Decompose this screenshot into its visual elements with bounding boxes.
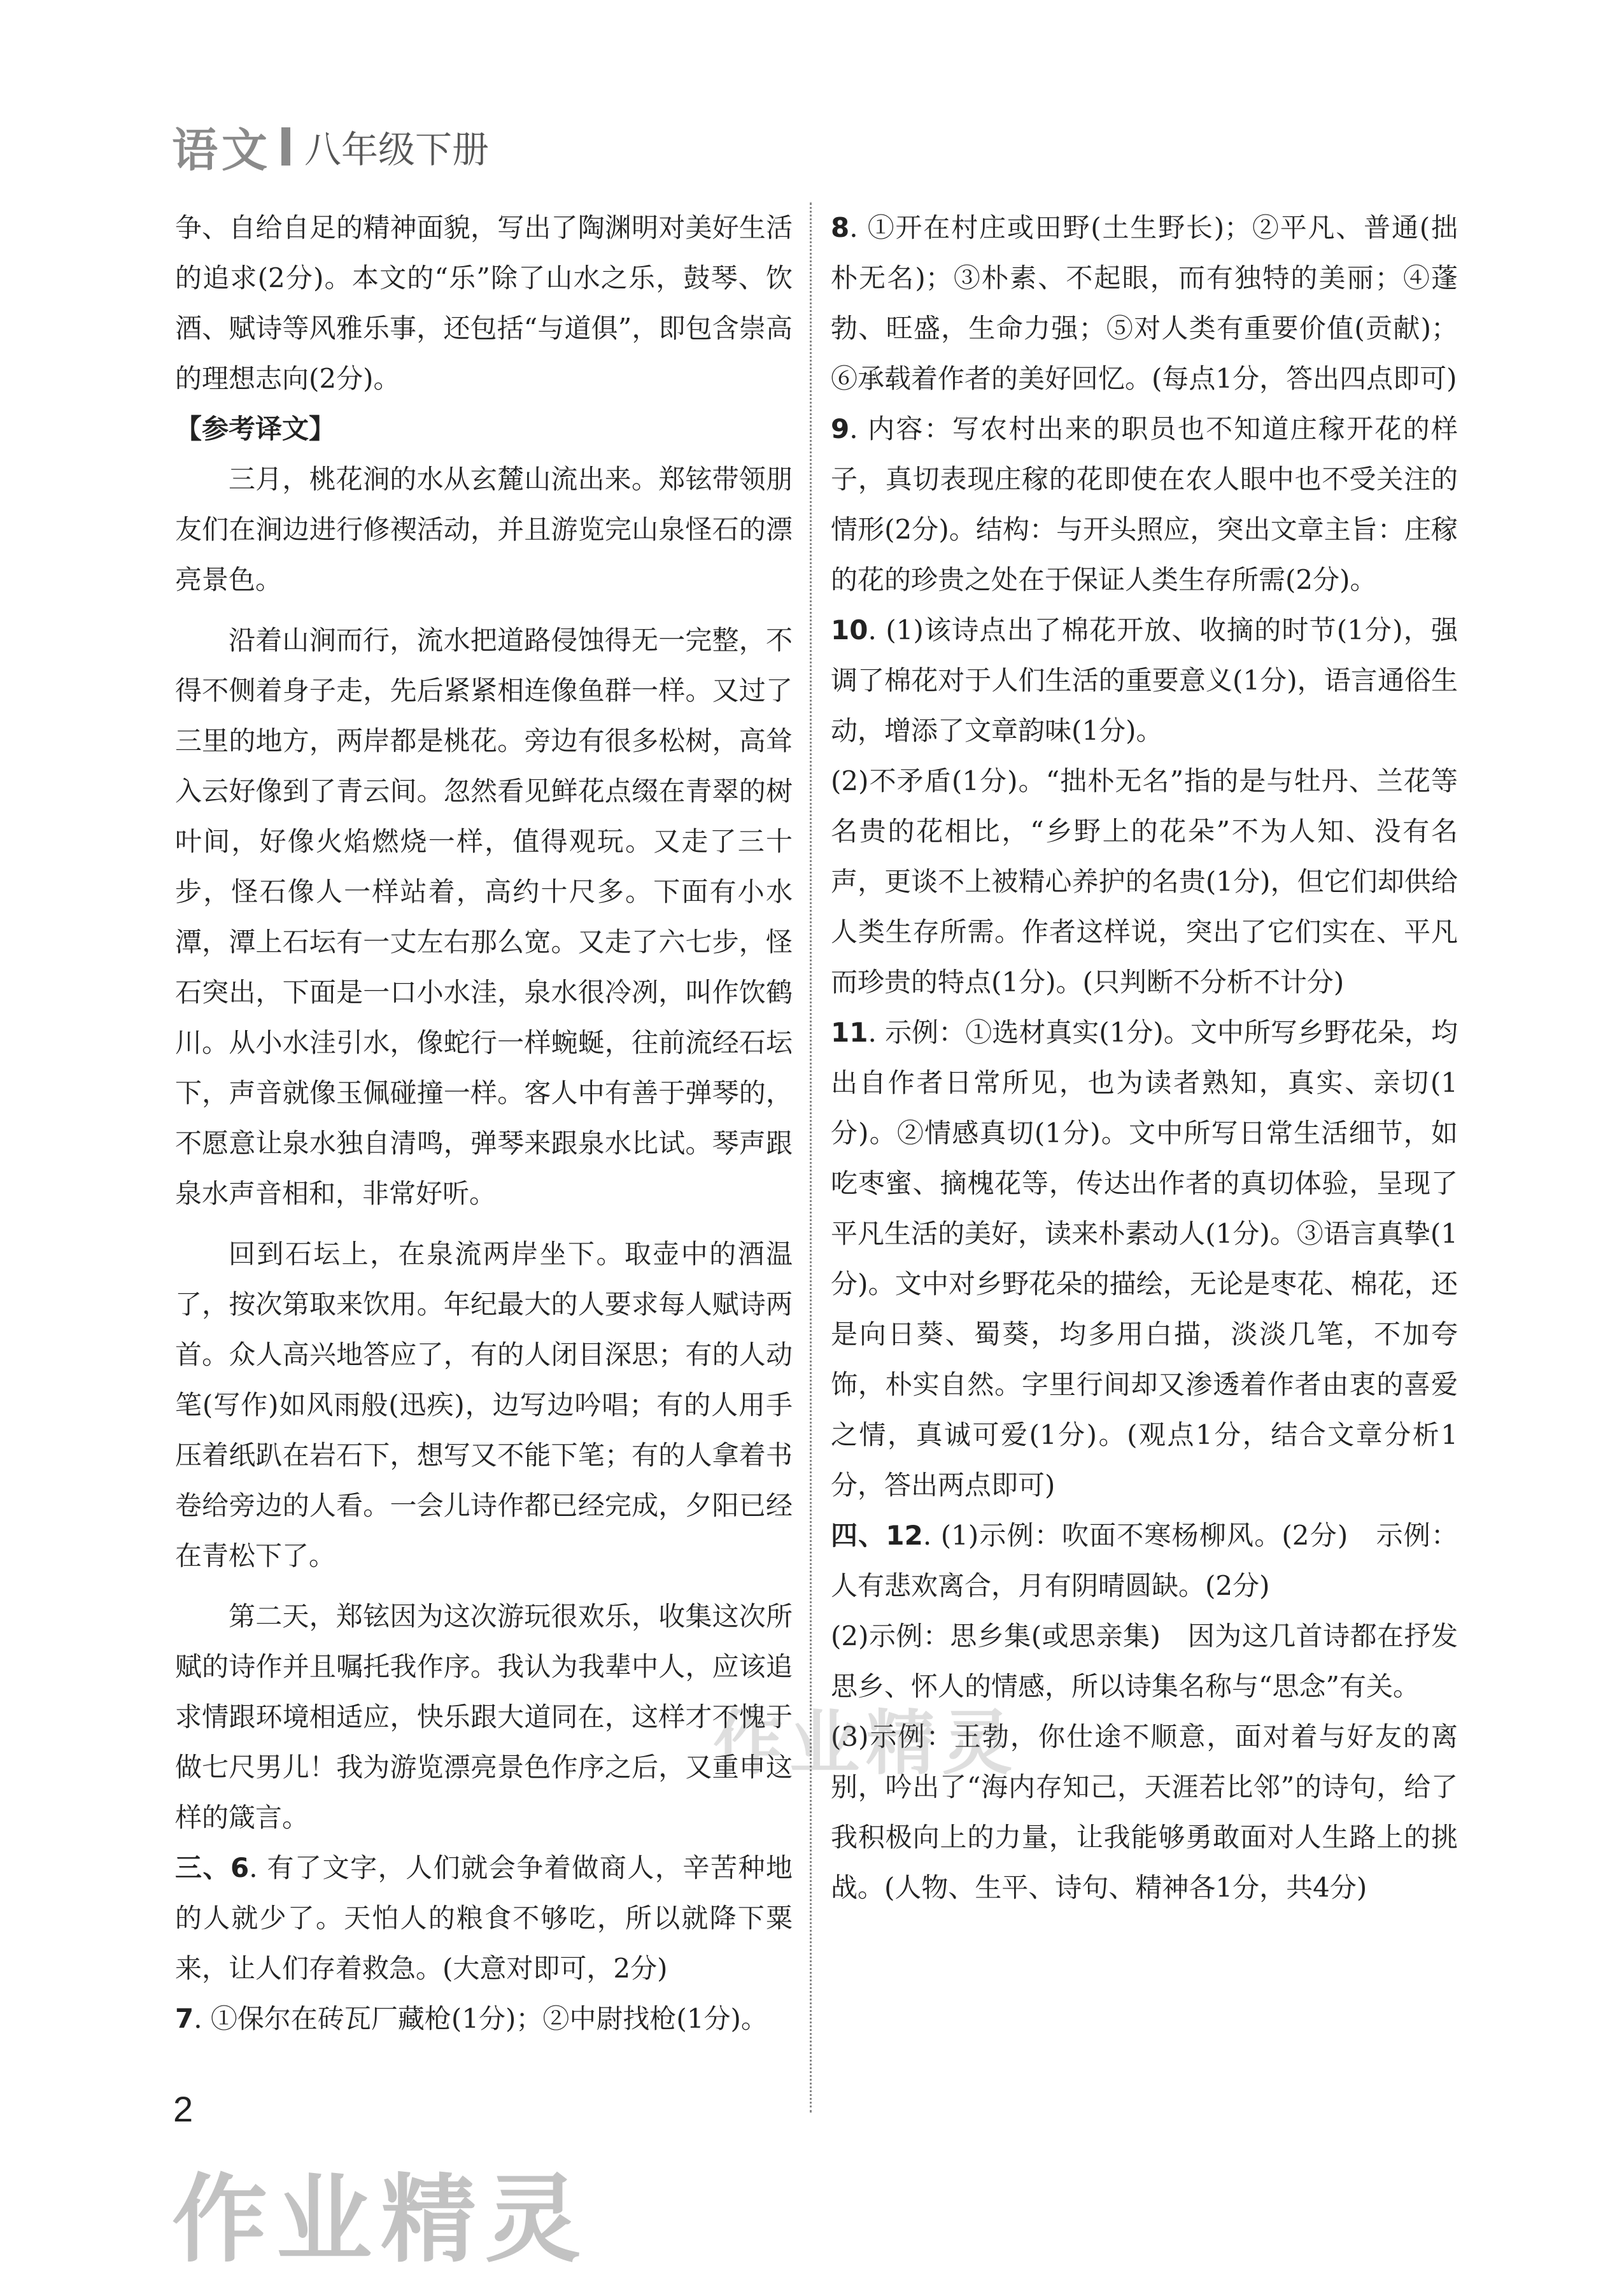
answer-q12-part2: (2)示例：思乡集(或思亲集) 因为这几首诗都在抒发思乡、怀人的情感，所以诗集名称与“思念”有关。 <box>831 1620 1458 1702</box>
q12-part1-text: . (1)示例：吹面不寒杨柳风。(2分) 示例：人有悲欢离合，月有阴晴圆缺。(2分) <box>831 1520 1458 1601</box>
q9-text: . 内容：写农村出来的职员也不知道庄稼开花的样子，真切表现庄稼的花即使在农人眼中也不受关注的情形(2分)。结构：与开头照应，突出文章主旨：庄稼的花的珍贵之处在于保证人类生存所需(2分)。 <box>831 413 1458 595</box>
answer-q7 <box>175 1993 793 2044</box>
q12-number: 四、12 <box>831 1520 923 1551</box>
column-divider <box>810 202 812 2113</box>
answer-q8 <box>831 202 1458 404</box>
q7-number: 7 <box>175 2003 194 2034</box>
right-column <box>831 202 1458 1913</box>
answer-q12-part3: (3)示例：王勃，你仕途不顺意，面对着与好友的离别，吟出了“海内存知己，天涯若比邻”的诗句，给了我积极向上的力量，让我能够勇敢面对人生路上的挑战。(人物、生平、诗句、精神各1分，共4分) <box>831 1721 1458 1903</box>
left-column <box>175 202 793 2044</box>
q8-text: . ①开在村庄或田野(土生野长)；②平凡、普通(拙朴无名)；③朴素、不起眼，而有独特的美丽；④蓬勃、旺盛，生命力强；⑤对人类有重要价值(贡献)；⑥承载着作者的美好回忆。(每点1分，答出四点即可) <box>831 212 1458 394</box>
page-header <box>172 113 489 180</box>
q6-text: . 有了文字，人们就会争着做商人，辛苦种地的人就少了。天怕人的粮食不够吃，所以就降下粟来，让人们存着救急。(大意对即可，2分) <box>175 1852 793 1984</box>
q10-number: 10 <box>831 614 868 646</box>
q11-number: 11 <box>831 1017 868 1048</box>
translation-paragraph-2: 沿着山涧而行，流水把道路侵蚀得无一完整，不得不侧着身子走，先后紧紧相连像鱼群一样。又过了三里的地方，两岸都是桃花。旁边有很多松树，高耸入云好像到了青云间。忽然看见鲜花点缀在青翠的树叶间，好像火焰燃烧一样，值得观玩。又走了三十步，怪石像人一样站着，高约十尺多。下面有小水潭，潭上石坛有一丈左右那么宽。又走了六七步，怪石突出，下面是一口小水洼，泉水很冷冽，叫作饮鹤川。从小水洼引水，像蛇行一样蜿蜒，往前流经石坛下，声音就像玉佩碰撞一样。客人中有善于弹琴的，不愿意让泉水独自清鸣，弹琴来跟泉水比试。琴声跟泉水声音相和，非常好听。 <box>175 625 793 1209</box>
q9-number: 9 <box>831 413 850 444</box>
answer-q12-part1 <box>831 1510 1458 1611</box>
answer-q11 <box>831 1007 1458 1510</box>
grade-label: 八年级下册 <box>304 128 490 171</box>
translation-paragraph-3: 回到石坛上，在泉流两岸坐下。取壶中的酒温了，按次第取来饮用。年纪最大的人要求每人赋诗两首。众人高兴地答应了，有的人闭目深思；有的人动笔(写作)如风雨般(迅疾)，边写边吟唱；有的人用手压着纸趴在岩石下，想写又不能下笔；有的人拿着书卷给旁边的人看。一会儿诗作都已经完成，夕阳已经在青松下了。 <box>175 1238 793 1571</box>
q8-number: 8 <box>831 212 850 243</box>
header-divider-bar <box>281 127 290 166</box>
q6-number: 三、6 <box>175 1852 250 1883</box>
answer-q10-part1 <box>831 605 1458 756</box>
page-number: 2 <box>173 2089 194 2129</box>
subject-label: 语文 <box>172 123 272 177</box>
intro-paragraph: 争、自给自足的精神面貌，写出了陶渊明对美好生活的追求(2分)。本文的“乐”除了山水之乐，鼓琴、饮酒、赋诗等风雅乐事，还包括“与道俱”，即包含崇高的理想志向(2分)。 <box>175 212 793 394</box>
translation-paragraph-1: 三月，桃花涧的水从玄麓山流出来。郑铉带领朋友们在涧边进行修禊活动，并且游览完山泉怪石的漂亮景色。 <box>175 464 793 595</box>
answer-q9 <box>831 404 1458 605</box>
answer-q10-part2: (2)不矛盾(1分)。“拙朴无名”指的是与牡丹、兰花等名贵的花相比，“乡野上的花朵”不为人知、没有名声，更谈不上被精心养护的名贵(1分)，但它们却供给人类生存所需。作者这样说，突出了它们实在、平凡而珍贵的特点(1分)。(只判断不分析不计分) <box>831 765 1458 998</box>
watermark-center: 作业精灵 <box>713 1703 1019 1784</box>
q10-part1-text: . (1)该诗点出了棉花开放、收摘的时节(1分)，强调了棉花对于人们生活的重要意义(1分)，语言通俗生动，增添了文章韵味(1分)。 <box>831 614 1458 746</box>
translation-paragraph-4: 第二天，郑铉因为这次游玩很欢乐，收集这次所赋的诗作并且嘱托我作序。我认为我辈中人，应该追求情跟环境相适应，快乐跟大道同在，这样才不愧于做七尺男儿！我为游览漂亮景色作序之后，又重申这样的箴言。 <box>175 1601 793 1833</box>
answer-q6 <box>175 1843 793 1993</box>
reference-translation-title: 【参考译文】 <box>175 413 336 444</box>
q7-text: . ①保尔在砖瓦厂藏枪(1分)；②中尉找枪(1分)。 <box>194 2003 768 2034</box>
q11-text: . 示例：①选材真实(1分)。文中所写乡野花朵，均出自作者日常所见，也为读者熟知，真实、亲切(1分)。②情感真切(1分)。文中所写日常生活细节，如吃枣蜜、摘槐花等，传达出作者的真切体验，呈现了平凡生活的美好，读来朴素动人(1分)。③语言真挚(1分)。文中对乡野花朵的描绘，无论是枣花、棉花，还是向日葵、蜀葵，均多用白描，淡淡几笔，不加夸饰，朴实自然。字里行间却又渗透着作者由衷的喜爱之情，真诚可爱(1分)。(观点1分，结合文章分析1分，答出两点即可) <box>831 1017 1458 1501</box>
watermark-logo: 作业精灵 <box>172 2165 590 2276</box>
